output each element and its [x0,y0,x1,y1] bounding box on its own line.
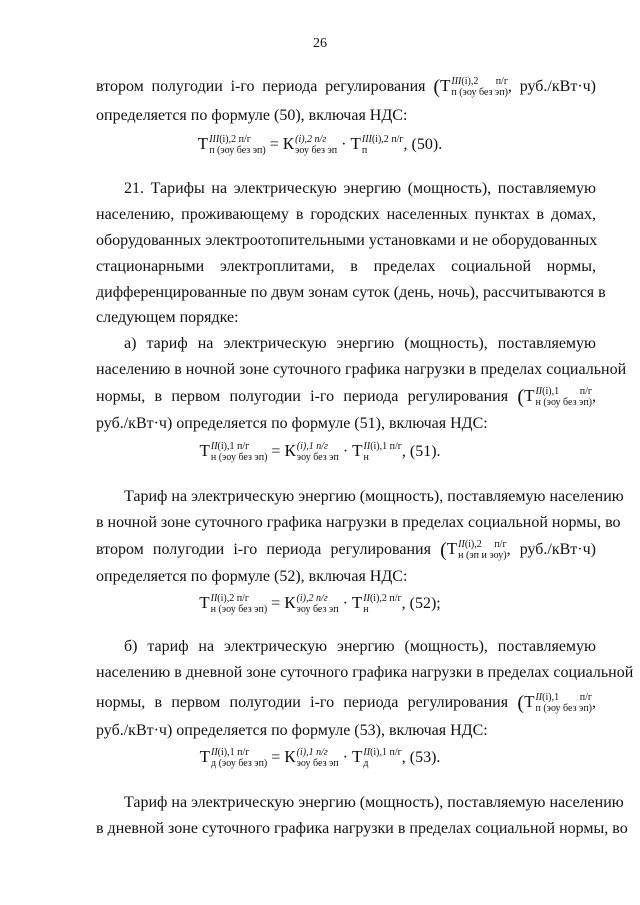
text-line-20: руб./кВт·ч) определяется по формуле (53), включая НДС: [96,722,488,739]
text-line-17: б) тариф на электрическую энергию (мощность), поставляемую [124,638,596,655]
page-number: 26 [313,36,327,51]
formula-53: Т II(i),1 п/г д (эоу без эп) = К (i),1 п/г эоу без эп · Т II(i),1 п/г д , (53). [199,746,441,769]
text-line-10: населению в ночной зоне суточного графика нагрузки в пределах социальной [96,361,627,378]
text-line-4: населению, проживающему в городских населенных пунктах в домах, [96,206,596,223]
text-line-13: Тариф на электрическую энергию (мощность), поставляемую населению [124,488,624,505]
text-line-8: следующем порядке: [96,309,239,326]
inline-tariff-symbol: (Т II(i),2 п/г н (эп и эоу) , [440,538,511,561]
text-line-14: в ночной зоне суточного графика нагрузки в пределах социальной нормы, во [96,514,621,531]
text-line-11 [96,386,596,408]
text-line-2: определяется по формуле (50), включая НДС: [96,107,408,124]
formula-52: Т II(i),2 п/г н (эоу без эп) = К (i),2 п/г эоу без эп · Т II(i),2 п/г н , (52); [199,592,441,615]
text-line-19 [96,692,596,714]
text-fragment: втором полугодии i-го периода регулирования [96,78,426,95]
text-fragment: нормы, в первом полугодии i-го периода регулирования [96,694,509,711]
text-fragment: нормы, в первом полугодии i-го периода регулирования [96,388,509,405]
text-line-1 [96,76,596,98]
formula-51: Т II(i),1 п/г н (эоу без эп) = К (i),1 п/г эоу без эп · Т II(i),1 п/г н , (51). [199,440,441,463]
inline-tariff-symbol: (Т II(i),1 п/г н (эоу без эп) , [517,385,597,408]
text-line-15 [96,539,596,561]
text-fragment: втором полугодии i-го периода регулирования [96,541,431,558]
text-line-5: оборудованных электроотопительными установками и не оборудованных [96,232,598,249]
text-line-22: в дневной зоне суточного графика нагрузки в пределах социальной нормы, во [96,820,628,837]
text-line-6: стационарными электроплитами, в пределах социальной нормы, [96,258,596,275]
text-fragment: руб./кВт·ч) [519,541,596,558]
text-line-18: населению в дневной зоне суточного графика нагрузки в пределах социальной [96,664,634,681]
text-line-12: руб./кВт·ч) определяется по формуле (51), включая НДС: [96,415,488,432]
text-line-21: Тариф на электрическую энергию (мощность), поставляемую населению [124,794,624,811]
formula-50: Т III(i),2 п/г п (эоу без эп) = К (i),2 п/г эоу без эп · Т III(i),2 п/г п , (50). [197,133,443,156]
text-line-16: определяется по формуле (52), включая НДС: [96,568,408,585]
text-fragment: руб./кВт·ч) [519,78,597,95]
inline-tariff-symbol: (Т II(i),1 п/г п (эоу без эп) , [517,691,597,714]
text-line-3: 21. Тарифы на электрическую энергию (мощность), поставляемую [124,180,596,197]
text-line-7: дифференцированные по двум зонам суток (день, ночь), рассчитываются в [96,284,606,301]
inline-tariff-symbol: (Т III(i),2 п/г п (эоу без эп) , [433,75,512,98]
text-line-9: а) тариф на электрическую энергию (мощность), поставляемую [124,335,596,352]
